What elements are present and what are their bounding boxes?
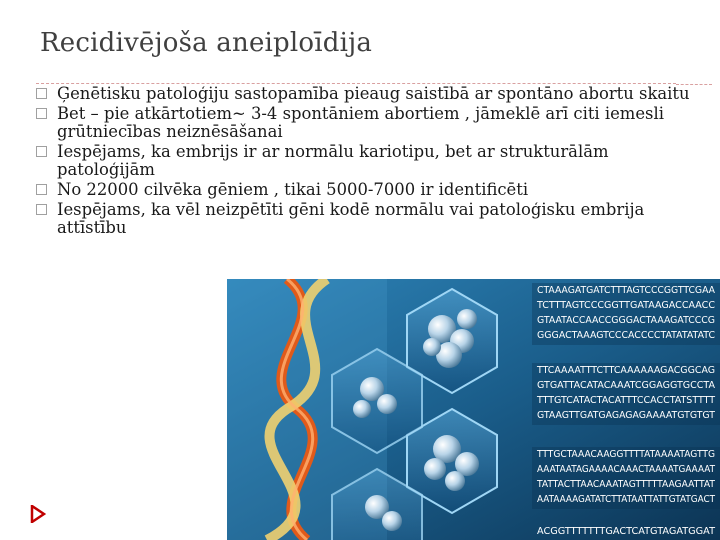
- dna-sequence-line: GTAATACCAACCGGGACTAAAGATCCCG: [537, 315, 715, 326]
- dna-sequence-line: TCTTTAGTCCCGGTTGATAAGACCAACC: [536, 300, 716, 311]
- dna-sequence-line: GTAAGTTGATGAGAGAGAAAATGTGTGT: [537, 410, 716, 421]
- bullet-list: [36, 85, 696, 239]
- bullet-item: [36, 181, 696, 199]
- bullet-item: [36, 143, 696, 179]
- dna-sequence-line: TTCAAAATTTCTTCAAAAAAGACGGCAG: [536, 365, 715, 376]
- bullet-item: [36, 105, 696, 141]
- dna-sequence-line: TATTACTTAACAAATAGTTTTTAAGAATTAT: [536, 479, 716, 490]
- dna-sequence-text: [536, 285, 716, 537]
- checkbox-bullet-icon: [36, 204, 47, 215]
- dna-illustration: [227, 279, 720, 540]
- dna-sequence-line: ACGGTTTTTTTGACTCATGTAGATGGAT: [537, 526, 716, 537]
- bullet-text: Bet – pie atkārtotiem~ 3-4 spontāniem abortiem , jāmeklē arī citi iemesli grūtniecības neiznēsāšanai: [57, 104, 664, 141]
- checkbox-bullet-icon: [36, 146, 47, 157]
- dna-sequence-line: GTGATTACATACAAATCGGAGGTGCCTA: [537, 380, 716, 391]
- checkbox-bullet-icon: [36, 108, 47, 119]
- dna-sequence-line: AATAAAAGATATCTTATAATTATTGTATGACT: [537, 494, 716, 505]
- checkbox-bullet-icon: [36, 184, 47, 195]
- dna-sequence-line: TTTGTCATACTACATTTCCACCTATSTTTT: [536, 395, 716, 406]
- dna-sequence-line: CTAAAGATGATCTTTAGTCCCGGTTCGAA: [537, 285, 716, 296]
- bullet-text: Ģenētisku patoloģiju sastopamība pieaug saistībā ar spontāno abortu skaitu: [57, 84, 690, 103]
- dna-sequence-line: TTTGCTAAACAAGGTTTTATAAAATAGTTG: [536, 449, 715, 460]
- slide-title: Recidivējoša aneiploīdija: [40, 28, 373, 58]
- bullet-item: [36, 201, 696, 237]
- bullet-text: Iespējams, ka embrijs ir ar normālu kariotipu, bet ar strukturālām patoloģijām: [57, 142, 609, 179]
- bullet-text: No 22000 cilvēka gēniem , tikai 5000-7000 ir identificēti: [57, 180, 529, 199]
- bullet-text: Iespējams, ka vēl neizpētīti gēni kodē normālu vai patoloģisku embrija attīstību: [57, 200, 645, 237]
- play-arrow-icon[interactable]: [30, 505, 46, 523]
- bullet-item: [36, 85, 696, 103]
- dna-sequence-line: GGGACTAAAGTCCCACCCCTATATATATC: [537, 330, 716, 341]
- dna-sequence-line: AAATAATAGAAAACAAACTAAAATGAAAAT: [537, 464, 716, 475]
- checkbox-bullet-icon: [36, 88, 47, 99]
